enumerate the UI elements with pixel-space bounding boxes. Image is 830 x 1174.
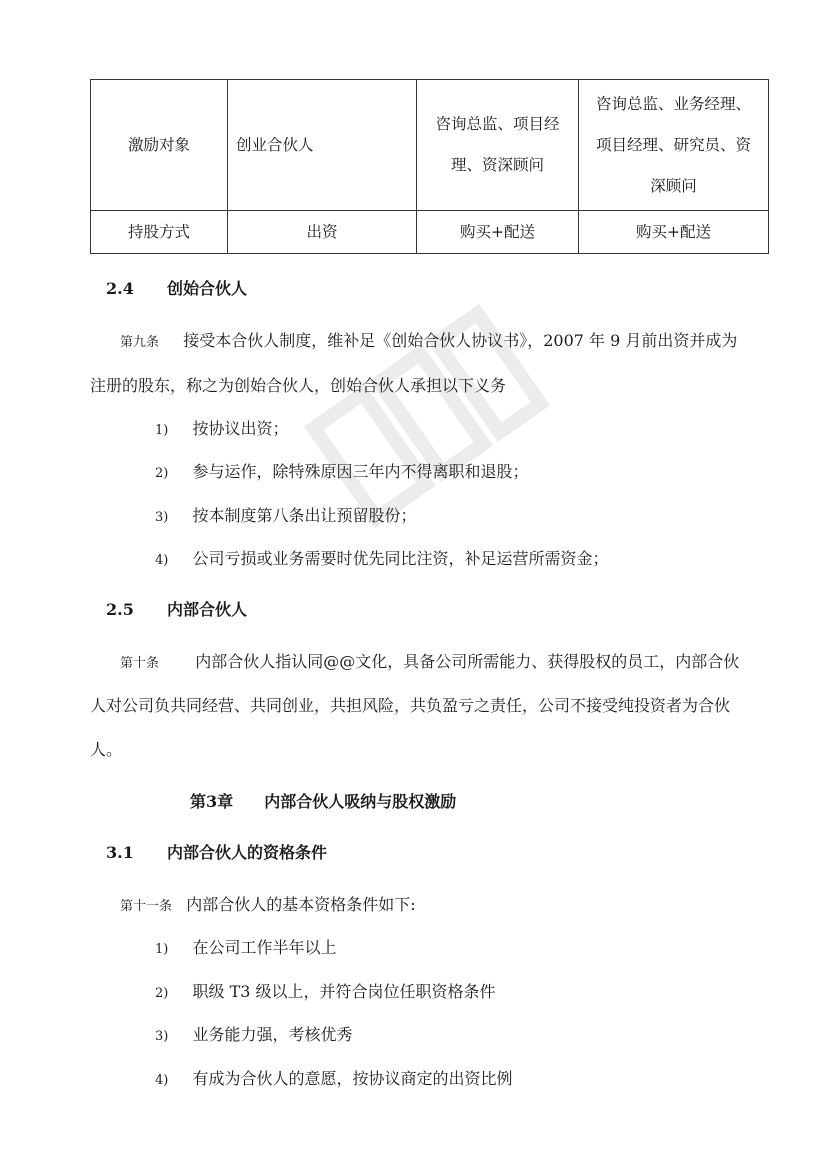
list-item	[155, 1066, 513, 1089]
cell-line: 咨询总监、项目经	[435, 115, 560, 133]
list-text: 按本制度第八条出让预留股份；	[192, 506, 417, 525]
section-title: 内部合伙人	[167, 600, 248, 619]
list-item	[155, 979, 496, 1002]
article-11-line1	[120, 892, 416, 915]
table-row	[91, 211, 769, 254]
list-number: 2)	[155, 466, 169, 481]
list-number: 1)	[155, 423, 169, 438]
cell-line: 咨询总监、业务经理、	[595, 94, 751, 113]
section-heading-2-5	[106, 597, 247, 620]
chapter-number: 第3章	[190, 792, 234, 811]
list-item	[155, 546, 609, 569]
list-text: 参与运作，除特殊原因三年内不得离职和退股；	[192, 462, 529, 481]
section-number: 2.5	[106, 600, 134, 619]
list-text: 有成为合伙人的意愿，按协议商定的出资比例	[192, 1069, 513, 1088]
list-item	[155, 1022, 353, 1045]
article-text: 内部合伙人的基本资格条件如下:	[186, 895, 416, 914]
table-cell-label: 持股方式	[91, 211, 228, 254]
section-title: 内部合伙人的资格条件	[167, 843, 328, 862]
table-cell: 出资	[228, 211, 417, 254]
section-heading-3-1	[106, 840, 327, 863]
article-10-line3: 人。	[90, 740, 123, 759]
section-heading-2-4	[106, 276, 247, 299]
list-number: 3)	[155, 510, 169, 525]
article-10-line2: 人对公司负共同经营、共同创业，共担风险，共负盈亏之责任，公司不接受纯投资者为合伙	[90, 696, 731, 715]
table-cell: 创业合伙人	[228, 80, 417, 211]
cell-line: 深顾问	[650, 176, 697, 195]
list-text: 在公司工作半年以上	[192, 938, 337, 957]
table-cell: 购买+配送	[579, 211, 769, 254]
chapter-title: 内部合伙人吸纳与股权激励	[264, 792, 457, 811]
list-item	[155, 416, 289, 439]
list-number: 2)	[155, 986, 169, 1001]
table-cell	[579, 80, 769, 211]
chapter-heading	[190, 789, 456, 812]
section-number: 3.1	[106, 843, 134, 862]
list-item	[155, 459, 529, 482]
incentive-table	[90, 79, 769, 254]
article-10-line1	[120, 649, 739, 672]
article-label: 第十一条	[120, 899, 173, 914]
section-title: 创始合伙人	[167, 279, 248, 298]
section-number: 2.4	[106, 279, 134, 298]
article-label: 第九条	[120, 335, 160, 350]
list-number: 4)	[155, 553, 169, 568]
list-number: 4)	[155, 1073, 169, 1088]
list-number: 1)	[155, 942, 169, 957]
list-text: 业务能力强，考核优秀	[192, 1025, 353, 1044]
cell-line: 项目经理、研究员、资	[595, 135, 751, 154]
table-cell	[417, 80, 579, 211]
list-text: 按协议出资；	[192, 419, 289, 438]
table-row	[91, 80, 769, 211]
article-9-line2: 注册的股东，称之为创始合伙人，创始合伙人承担以下义务	[90, 376, 507, 395]
article-text: 接受本合伙人制度，维补足《创始合伙人协议书》，2007 年 9 月前出资并成为	[183, 331, 738, 350]
table-cell: 购买+配送	[417, 211, 579, 254]
list-text: 公司亏损或业务需要时优先同比注资，补足运营所需资金；	[192, 549, 609, 568]
table-cell-label: 激励对象	[91, 80, 228, 211]
article-9-line1	[120, 328, 737, 351]
cell-line: 理、资深顾问	[450, 156, 544, 174]
article-label: 第十条	[120, 656, 160, 671]
list-number: 3)	[155, 1029, 169, 1044]
article-text: 内部合伙人指认同@@文化，具备公司所需能力、获得股权的员工，内部合伙	[195, 652, 740, 671]
list-item	[155, 503, 417, 526]
list-text: 职级 T3 级以上，并符合岗位任职资格条件	[192, 982, 496, 1001]
list-item	[155, 935, 337, 958]
